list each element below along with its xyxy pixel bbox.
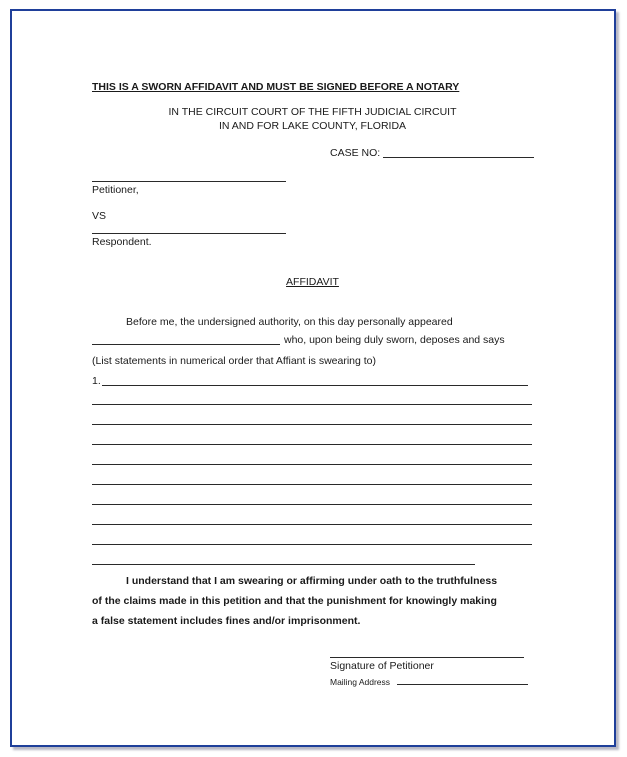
oath-line-1: I understand that I am swearing or affirming under oath to the truthfulness <box>126 575 498 587</box>
statement-line[interactable] <box>92 504 532 505</box>
statement-line[interactable] <box>92 564 475 565</box>
case-no-line[interactable] <box>383 157 534 158</box>
court-line-2: IN AND FOR LAKE COUNTY, FLORIDA <box>218 120 407 132</box>
statement-line[interactable] <box>92 484 532 485</box>
signature-label: Signature of Petitioner <box>330 660 434 672</box>
affidavit-title: AFFIDAVIT <box>286 276 339 288</box>
petitioner-label: Petitioner, <box>92 184 139 196</box>
affiant-name-line[interactable] <box>92 344 280 345</box>
intro-line: Before me, the undersigned authority, on this day personally appeared <box>126 316 453 328</box>
statement-line[interactable] <box>92 524 532 525</box>
instructions-text: (List statements in numerical order that Affiant is swearing to) <box>92 355 377 367</box>
court-line-1: IN THE CIRCUIT COURT OF THE FIFTH JUDICIAL CIRCUIT <box>168 106 457 118</box>
respondent-name-line[interactable] <box>92 233 286 234</box>
mailing-address-line[interactable] <box>397 684 528 685</box>
statement-line[interactable] <box>92 544 532 545</box>
item-number: 1. <box>92 375 101 387</box>
statement-line[interactable] <box>92 444 532 445</box>
notary-heading: THIS IS A SWORN AFFIDAVIT AND MUST BE SIGNED BEFORE A NOTARY <box>92 81 460 93</box>
statement-line[interactable] <box>92 424 532 425</box>
oath-line-3: a false statement includes fines and/or imprisonment. <box>92 615 361 627</box>
sworn-text: who, upon being duly sworn, deposes and says <box>284 334 505 346</box>
vs-label: VS <box>92 210 107 222</box>
case-no-label: CASE NO: <box>330 147 381 159</box>
statement-line[interactable] <box>92 464 532 465</box>
petitioner-name-line[interactable] <box>92 181 286 182</box>
respondent-label: Respondent. <box>92 236 152 248</box>
statement-line[interactable] <box>92 404 532 405</box>
mailing-address-label: Mailing Address <box>330 677 391 687</box>
statement-line[interactable] <box>102 385 528 386</box>
oath-line-2: of the claims made in this petition and that the punishment for knowingly making <box>92 595 497 607</box>
signature-line[interactable] <box>330 657 524 658</box>
